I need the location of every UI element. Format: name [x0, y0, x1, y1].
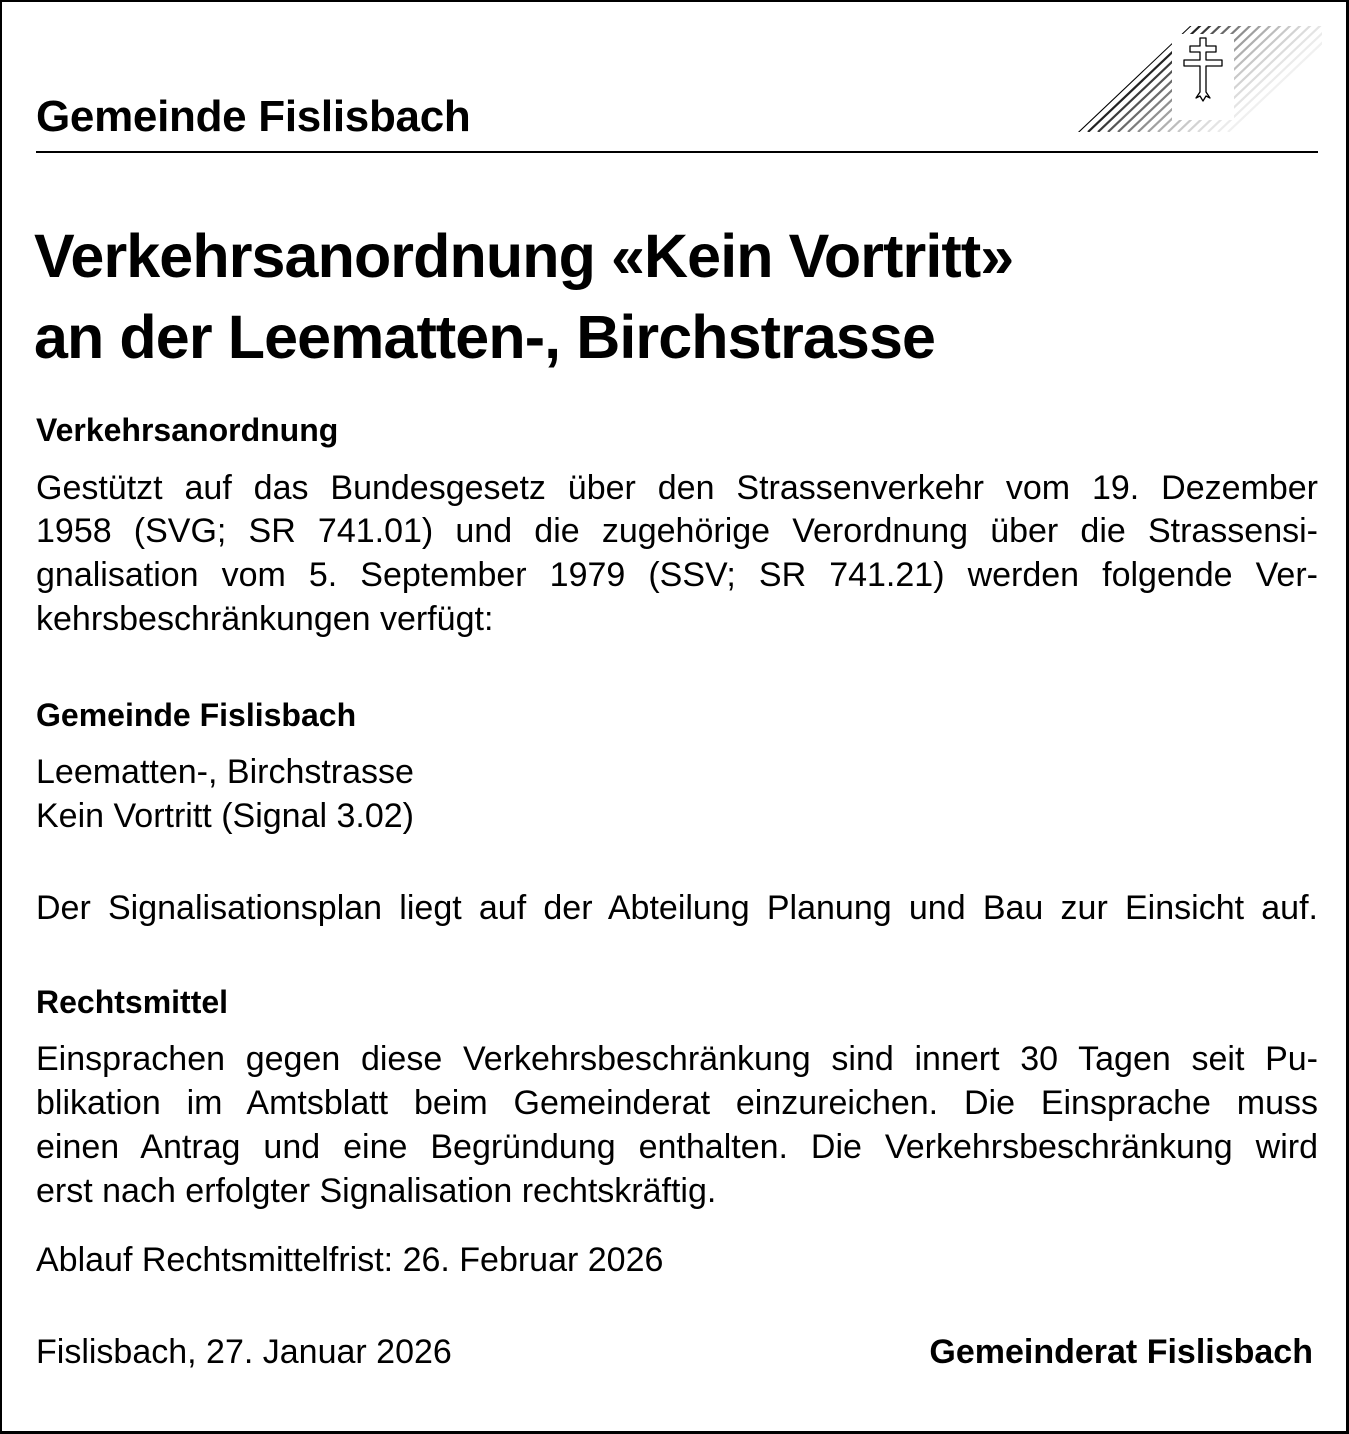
street-name: Leematten-, Birchstrasse — [36, 753, 414, 791]
paragraph-line: einen Antrag und eine Begründung enthalten. Die Verkehrsbeschränkung wird — [36, 1128, 1318, 1166]
appeal-deadline: Ablauf Rechtsmittelfrist: 26. Februar 2026 — [36, 1241, 664, 1279]
fislisbach-coat-of-arms-icon — [1072, 24, 1322, 136]
paragraph-line: erst nach erfolgter Signalisation rechtskräftig. — [36, 1172, 717, 1210]
signalisation-plan-note: Der Signalisationsplan liegt auf der Abteilung Planung und Bau zur Einsicht auf. — [36, 889, 1318, 927]
paragraph-line: Einsprachen gegen diese Verkehrsbeschränkung sind innert 30 Tagen seit Pu- — [36, 1040, 1318, 1078]
paragraph-line: gnalisation vom 5. September 1979 (SSV; SR 741.21) werden folgende Ver- — [36, 556, 1318, 594]
paragraph-line: 1958 (SVG; SR 741.01) und die zugehörige Verordnung über die Strassensi- — [36, 512, 1318, 550]
title-line-1: Verkehrsanordnung «Kein Vortritt» — [34, 222, 1014, 290]
signal-description: Kein Vortritt (Signal 3.02) — [36, 797, 414, 835]
section-heading-rechtsmittel: Rechtsmittel — [36, 984, 229, 1020]
paragraph-line: blikation im Amtsblatt beim Gemeinderat einzureichen. Die Einsprache muss — [36, 1084, 1318, 1122]
header-divider — [36, 151, 1318, 153]
title-line-2: an der Leematten-, Birchstrasse — [34, 303, 936, 371]
section-heading-verkehrsanordnung: Verkehrsanordnung — [36, 412, 339, 448]
page-title — [34, 216, 1013, 378]
paragraph-line: Gestützt auf das Bundesgesetz über den Strassenverkehr vom 19. Dezember — [36, 469, 1318, 507]
paragraph-line: kehrsbeschränkungen verfügt: — [36, 600, 494, 638]
header-title: Gemeinde Fislisbach — [36, 92, 471, 141]
section-heading-gemeinde: Gemeinde Fislisbach — [36, 697, 357, 733]
place-date: Fislisbach, 27. Januar 2026 — [36, 1333, 452, 1371]
signature: Gemeinderat Fislisbach — [929, 1333, 1313, 1371]
